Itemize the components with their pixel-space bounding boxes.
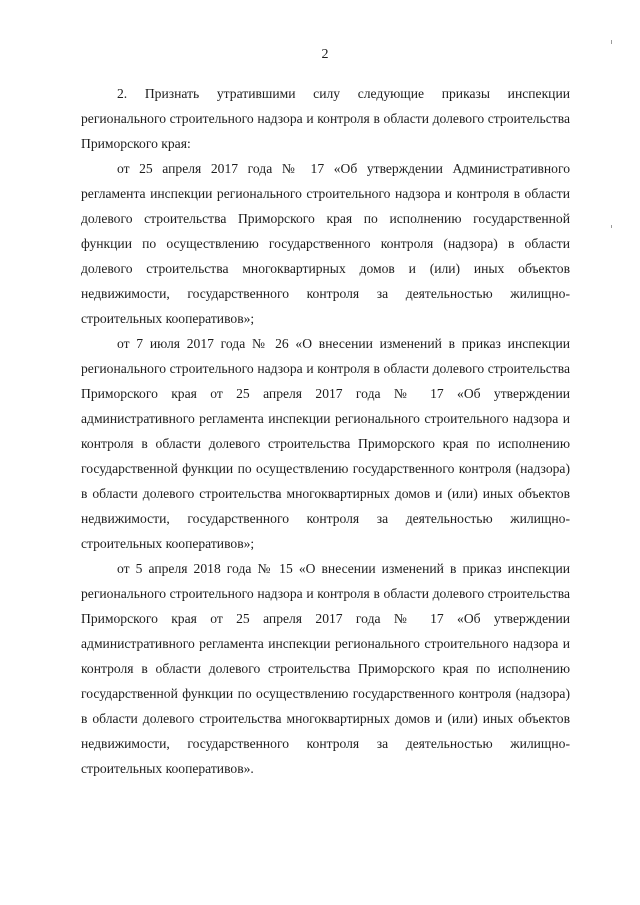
scan-edge-mark <box>611 225 612 228</box>
paragraph-revocation-intro: 2. Признать утратившими силу следующие приказы инспекции регионального строительного надзора и контроля в области долевого строительства Приморского края: <box>81 86 570 151</box>
paragraph-order-17: от 25 апреля 2017 года № 17 «Об утверждении Административного регламента инспекции регионального строительного надзора и контроля в области долевого строительства Приморского края по исполнению государственной функции по осуществлению государственного контроля (надзора) в области долевого строительства многоквартирных домов и (или) иных объектов недвижимости, государственного контроля за деятельностью жилищно-строительных кооперативов»; <box>81 161 570 326</box>
scan-edge-mark <box>611 40 612 44</box>
paragraph-order-26: от 7 июля 2017 года № 26 «О внесении изменений в приказ инспекции регионального строительного надзора и контроля в области долевого строительства Приморского края от 25 апреля 2017 года № 17 «Об утверждении административного регламента инспекции регионального строительного надзора и контроля в области долевого строительства Приморского края по исполнению государственной функции по осуществлению государственного контроля (надзора) в области долевого строительства многоквартирных домов и (или) иных объектов недвижимости, государственного контроля за деятельностью жилищно-строительных кооперативов»; <box>81 336 570 551</box>
page-number: 2 <box>321 47 329 62</box>
paragraph-order-15: от 5 апреля 2018 года № 15 «О внесении изменений в приказ инспекции регионального строительного надзора и контроля в области долевого строительства Приморского края от 25 апреля 2017 года № 17 «Об утверждении административного регламента инспекции регионального строительного надзора и контроля в области долевого строительства Приморского края по исполнению государственной функции по осуществлению государственного контроля (надзора) в области долевого строительства многоквартирных домов и (или) иных объектов недвижимости, государственного контроля за деятельностью жилищно-строительных кооперативов». <box>81 561 570 776</box>
document-body <box>81 81 570 781</box>
